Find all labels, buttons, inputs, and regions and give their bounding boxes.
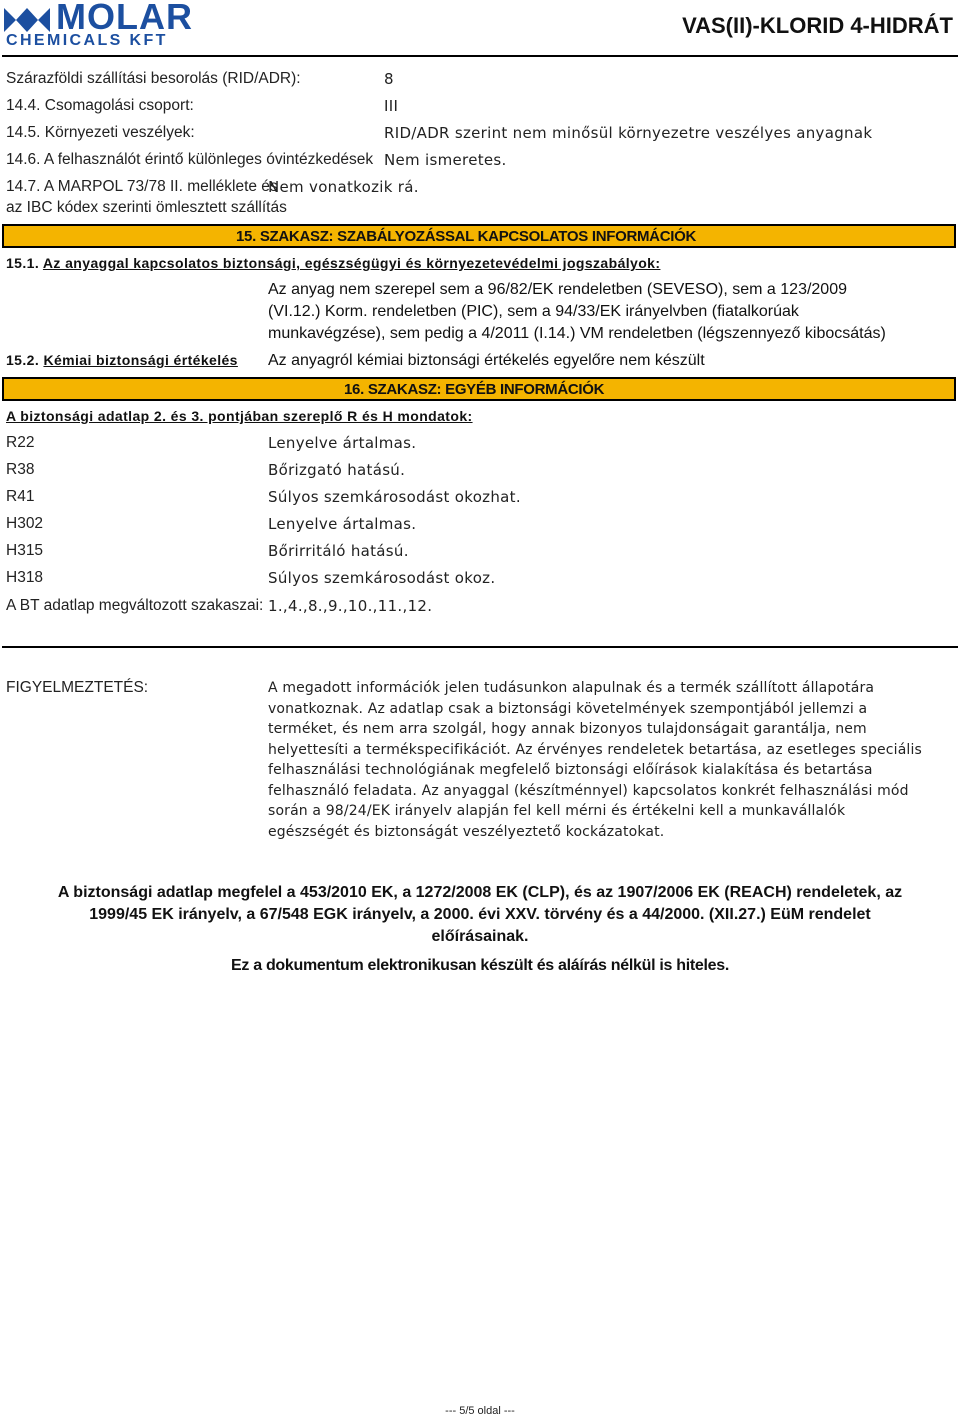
phrase-code: R38 <box>6 461 35 478</box>
phrase-code: H302 <box>6 515 44 532</box>
phrase-text: Lenyelve ártalmas. <box>268 434 417 452</box>
phrase-code: H318 <box>6 569 44 586</box>
transport-value-packing: III <box>384 97 399 115</box>
phrase-text: Bőrirritáló hatású. <box>268 542 409 560</box>
transport-label-precautions: 14.6. A felhasználót érintő különleges óvintézkedések <box>6 151 374 168</box>
transport-label-env: 14.5. Környezeti veszélyek: <box>6 124 195 141</box>
phrase-text: Bőrizgató hatású. <box>268 461 406 479</box>
phrases-heading-text: A biztonsági adatlap 2. és 3. pontjában szereplő R és H mondatok: <box>6 408 473 424</box>
section-16-header <box>2 377 956 401</box>
section-15-title: 15. SZAKASZ: SZABÁLYOZÁSSAL KAPCSOLATOS INFORMÁCIÓK <box>236 228 697 245</box>
phrase-text: Súlyos szemkárosodást okoz. <box>268 569 496 587</box>
logo-subtitle: CHEMICALS KFT <box>6 32 168 49</box>
transport-label-class: Szárazföldi szállítási besorolás (RID/ADR): <box>6 70 301 87</box>
warning-line: A megadott információk jelen tudásunkon alapulnak és a termék szállított állapotára <box>268 680 875 696</box>
subsection-15-1-number: 15.1. <box>6 255 40 271</box>
warning-line: terméket, és nem arra szolgál, hogy annak bizonyos tulajdonságait garantálja, nem <box>268 721 867 737</box>
warning-divider <box>2 646 958 648</box>
warning-line: felhasználó feladata. Az anyaggal (készítménnyel) kapcsolatos konkrét felhasználási mód <box>268 782 909 799</box>
section-15-header <box>2 224 956 248</box>
section-16-title: 16. SZAKASZ: EGYÉB INFORMÁCIÓK <box>344 381 605 398</box>
regulation-text-line-3: munkavégzése), sem pedig a 4/2011 (I.14.) VM rendeletben (légszennyező kibocsátás) <box>268 325 886 342</box>
changed-sections-value: 1.,4.,8.,9.,10.,11.,12. <box>268 597 433 615</box>
electronic-document-note: Ez a dokumentum elektronikusan készült és aláírás nélkül is hiteles. <box>230 957 729 974</box>
phrase-text: Lenyelve ártalmas. <box>268 515 417 533</box>
compliance-line-1: A biztonsági adatlap megfelel a 453/2010 EK, a 1272/2008 EK (CLP), és az 1907/2006 EK (REACH) rendeletek, az <box>57 884 903 901</box>
page-number: --- 5/5 oldal --- <box>445 1405 515 1417</box>
molar-logo-mark-icon <box>4 6 50 32</box>
company-logo <box>4 2 234 50</box>
warning-line: vonatkoznak. Az adatlap csak a biztonsági követelmények szempontjából jellemzi a <box>268 700 868 717</box>
phrases-heading <box>6 408 473 424</box>
warning-label: FIGYELMEZTETÉS: <box>6 679 149 696</box>
subsection-15-1-title: Az anyaggal kapcsolatos biztonsági, egészségügyi és környezetevédelmi jogszabályok: <box>42 255 661 271</box>
transport-value-env: RID/ADR szerint nem minősül környezetre veszélyes anyagnak <box>384 124 873 142</box>
phrase-code: R22 <box>6 434 35 451</box>
subsection-15-2-title: Kémiai biztonsági értékelés <box>43 352 238 368</box>
subsection-15-2 <box>6 352 238 368</box>
transport-value-class: 8 <box>384 70 394 88</box>
phrase-text: Súlyos szemkárosodást okozhat. <box>268 488 521 506</box>
changed-sections-label: A BT adatlap megváltozott szakaszai: <box>6 597 264 614</box>
logo-name: MOLAR <box>56 0 193 37</box>
phrase-code: H315 <box>6 542 44 559</box>
regulation-text-line-1: Az anyag nem szerepel sem a 96/82/EK rendeletben (SEVESO), sem a 123/2009 <box>268 281 847 298</box>
transport-value-marpol: Nem vonatkozik rá. <box>268 178 419 196</box>
compliance-line-2: 1999/45 EK irányelv, a 67/548 EGK irányelv, a 2000. évi XXV. törvény és a 44/2000. (XII.27.) EüM rendelet <box>89 906 871 923</box>
warning-line: során a 98/24/EK irányelv alapján fel kell mérni és értékelni kell a munkavállalók <box>268 803 846 819</box>
subsection-15-2-number: 15.2. <box>6 352 40 368</box>
subsection-15-1 <box>6 255 660 271</box>
transport-label-marpol-2: az IBC kódex szerinti ömlesztett szállítás <box>6 199 287 216</box>
warning-text <box>268 678 958 842</box>
warning-line: helyettesíti a termékspecifikációt. Az érvényes rendeletek betartása, az esetleges speciális <box>268 741 922 758</box>
transport-label-marpol: 14.7. A MARPOL 73/78 II. melléklete és <box>6 178 278 195</box>
regulation-text-line-2: (VI.12.) Korm. rendeletben (PIC), sem a 94/33/EK irányelvben (fiatalkorúak <box>268 303 799 320</box>
warning-line: felhasználási technológiának megfelelő biztonsági előírások kialakítása és betartása <box>268 762 873 778</box>
transport-value-precautions: Nem ismeretes. <box>384 151 507 169</box>
warning-line: egészségét és biztonságát veszélyeztető kockázatokat. <box>268 823 665 840</box>
document-title: VAS(II)-KLORID 4-HIDRÁT <box>682 13 953 38</box>
compliance-line-3: előírásainak. <box>431 928 529 945</box>
transport-label-packing: 14.4. Csomagolási csoport: <box>6 97 194 114</box>
header-divider <box>2 55 958 57</box>
phrase-code: R41 <box>6 488 35 505</box>
chemical-safety-text: Az anyagról kémiai biztonsági értékelés egyelőre nem készült <box>268 352 705 369</box>
